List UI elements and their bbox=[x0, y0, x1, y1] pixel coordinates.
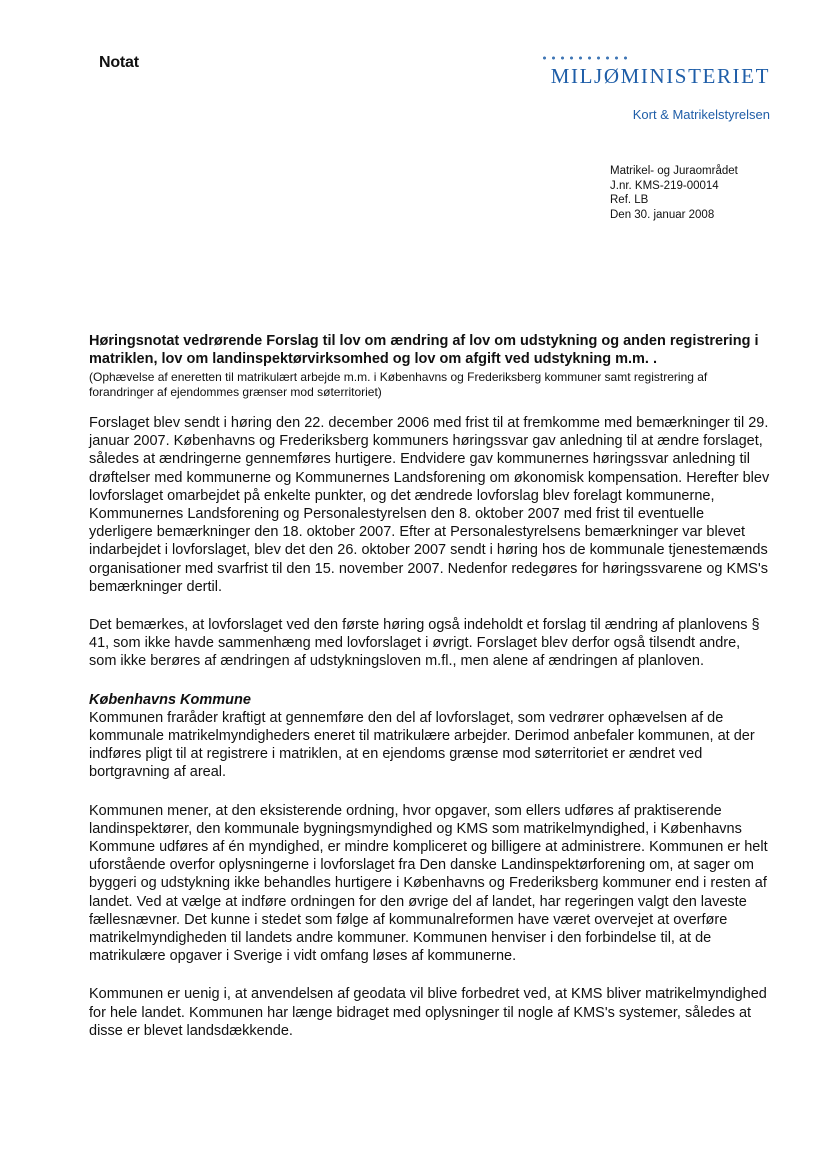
section-paragraph: Kommunen er uenig i, at anvendelsen af geodata vil blive forbedret ved, at KMS bliver matrikelmyndighed for hele landet. Kommunen har længe bidraget med oplysninger til nogle af KMS's systemer, således at disse er blevet landsdækkende. bbox=[89, 986, 767, 1039]
section-heading: Københavns Kommune bbox=[89, 691, 251, 708]
document-type-label: Notat bbox=[99, 54, 139, 71]
meta-journal-number: J.nr. KMS-219-00014 bbox=[610, 179, 719, 192]
logo-ministry-name: MILJØMINISTERIET bbox=[550, 64, 770, 88]
document-meta bbox=[610, 164, 738, 222]
meta-reference: Ref. LB bbox=[610, 194, 649, 206]
document-title: Høringsnotat vedrørende Forslag til lov om ændring af lov om udstykning og anden registrering i matriklen, lov om landinspektørvirksomhed og lov om afgift ved udstykning m.m. . bbox=[89, 333, 759, 367]
body-paragraph: Det bemærkes, at lovforslaget ved den første høring også indeholdt et forslag til ændring af planlovens § 41, som ikke havde sammenhæng med lovforslaget i øvrigt. Forslaget blev derfor også tilsendt andre, som ikke berøres af ændringen af udstykningsloven m.fl., men alene af ændringen af planloven. bbox=[89, 617, 760, 670]
section-paragraph: Kommunen mener, at den eksisterende ordning, hvor opgaver, som ellers udføres af praktiserende landinspektører, den kommunale bygningsmyndighed og KMS som matrikelmyndighed, i Københavns Kommune udføres af én myndighed, er mindre kompliceret og billigere at administrere. Kommunen er helt uforstående overfor oplysningerne i lovforslaget fra Den danske Landinspektørforening om, at sager om byggeri og udstykning ikke behandles hurtigere i Københavns og Frederiksberg kommuner end i resten af landet. Ved at vælge at indføre ordningen for den øvrige del af landet, har regeringen valgt den laveste fællesnævner. Det kunne i stedet som følge af kommunalreformen have været overvejet at overføre matrikelmyndigheden til landets andre kommuner. Kommunen henviser i den forbindelse til, at de matrikulære opgaver i Sverige i vidt omfang løses af kommunerne. bbox=[89, 802, 768, 965]
logo-agency-name: Kort & Matrikelstyrelsen bbox=[632, 107, 770, 122]
ministry-logo bbox=[520, 56, 772, 126]
meta-date: Den 30. januar 2008 bbox=[610, 208, 715, 221]
document-subtitle: (Ophævelse af eneretten til matrikulært arbejde m.m. i Københavns og Frederiksberg kommuner samt registrering af forandringer af ejendommes grænser mod søterritoriet) bbox=[89, 370, 708, 399]
document-body bbox=[89, 332, 771, 1040]
body-paragraph: Forslaget blev sendt i høring den 22. december 2006 med frist til at fremkomme med bemærkninger til 29. januar 2007. Københavns og Frederiksberg kommuners høringssvar gav anledning til at ændre forslaget, således at ændringerne gennemføres hurtigere. Endvidere gav kommunernes høringssvar anledning til drøftelser med kommunerne og Kommunernes Landsforening om økonomisk kompensation. Herefter blev lovforslaget omarbejdet på enkelte punkter, og det ændrede lovforslag blev forelagt kommunerne, Kommunernes Landsforening og Personalestyrelsen den 8. oktober 2007 med frist til eventuelle yderligere bemærkninger den 18. oktober 2007. Efter at Personalestyrelsens bemærkninger var blevet indarbejdet i lovforslaget, blev det den 26. oktober 2007 sendt i høring hos de kommunale tjenestemænds organisationer med svarfrist til den 15. november 2007. Nedenfor redegøres for høringssvarene og KMS's bemærkninger dertil. bbox=[89, 415, 770, 595]
section-paragraph: Kommunen fraråder kraftigt at gennemføre den del af lovforslaget, som vedrører ophævelsen af de kommunale matrikelmyndigheders eneret til matrikulære arbejder. Derimod anbefaler kommunen, at der indføres pligt til at registrere i matriklen, at en ejendoms grænse mod søterritoriet er ændret ved bortgravning af areal. bbox=[89, 709, 755, 781]
logo-dots-decoration bbox=[540, 56, 632, 60]
meta-department: Matrikel- og Juraområdet bbox=[610, 165, 738, 177]
